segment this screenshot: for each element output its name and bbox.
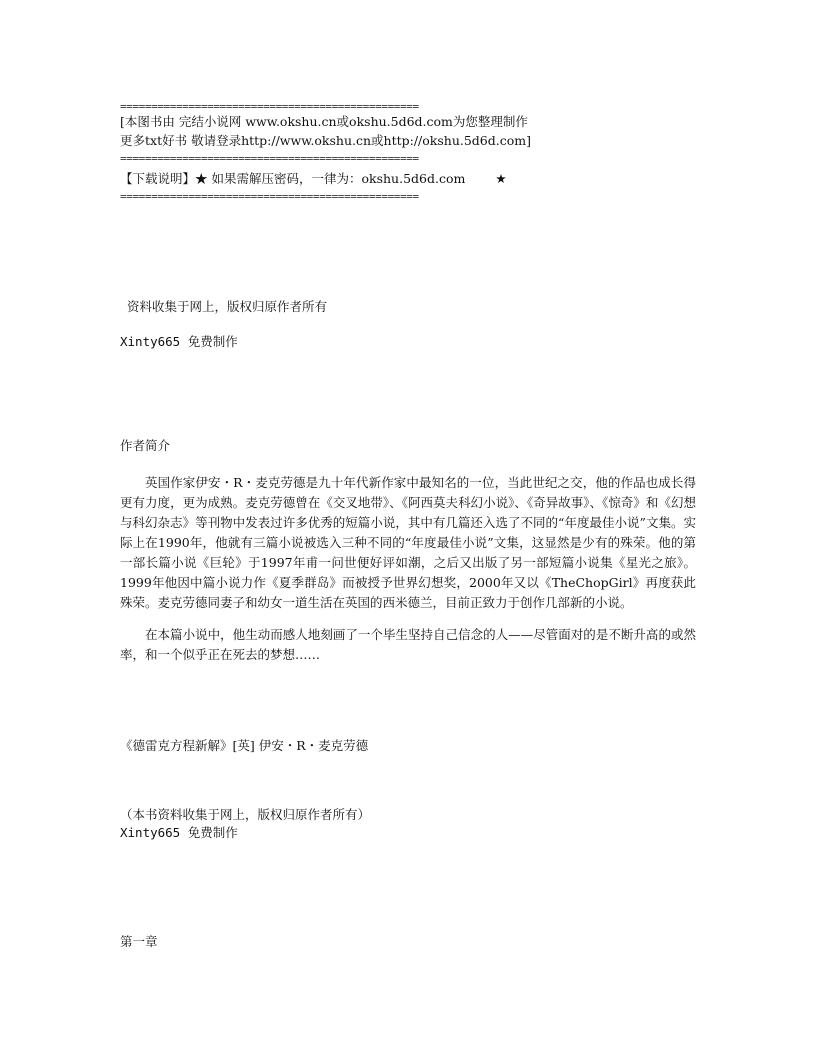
- book-copyright-notice: （本书资料收集于网上，版权归原作者所有）: [120, 807, 371, 822]
- author-intro-paragraph-1: 英国作家伊安・R・麦克劳德是九十年代新作家中最知名的一位，当此世纪之交，他的作品也成长得更有力度，更为成熟。麦克劳德曾在《交叉地带》、《阿西莫夫科幻小说》、《奇异故事》、《惊奇》和《幻想与科幻杂志》等刊物中发表过许多优秀的短篇小说，其中有几篇还入选了不同的“年度最佳小说”文集。实际上在1990年，他就有三篇小说被选入三种不同的“年度最佳小说”文集，这显然是少有的殊荣。他的第一部长篇小说《巨轮》于1997年甫一问世便好评如潮，之后又出版了另一部短篇小说集《星光之旅》。1999年他因中篇小说力作《夏季群岛》而被授予世界幻想奖，2000年又以《TheChopGirl》再度获此殊荣。麦克劳德同妻子和幼女一道生活在英国的西米德兰，目前正致力于创作几部新的小说。: [120, 475, 696, 610]
- header-rule-bottom: ================================================: [120, 190, 419, 203]
- download-label: 【下载说明】★ 如果需解压密码，一律为：okshu.5d6d.com: [120, 171, 466, 186]
- book-maker-credit: Xinty665 免费制作: [120, 825, 238, 840]
- chapter-heading: 第一章: [120, 934, 158, 949]
- header-rule-middle: ================================================: [120, 152, 419, 165]
- author-intro-heading: 作者简介: [120, 438, 171, 453]
- header-line-2: 更多txt好书 敬请登录http://www.okshu.cn或http://okshu.5d6d.com]: [120, 133, 531, 148]
- copyright-notice: 资料收集于网上，版权归原作者所有: [127, 299, 328, 314]
- book-title-line: 《德雷克方程新解》[英] 伊安・R・麦克劳德: [120, 738, 369, 753]
- maker-credit: Xinty665 免费制作: [120, 334, 238, 349]
- star-icon: ★: [495, 171, 507, 186]
- header-line-1: [本图书由 完结小说网 www.okshu.cn或okshu.5d6d.com为您整理制作: [120, 114, 528, 129]
- author-intro-paragraph-2: 在本篇小说中，他生动而感人地刻画了一个毕生坚持自己信念的人——尽管面对的是不断升高的或然率，和一个似乎正在死去的梦想……: [120, 627, 696, 662]
- download-note: [120, 170, 507, 187]
- header-rule-top: ================================================: [120, 100, 419, 113]
